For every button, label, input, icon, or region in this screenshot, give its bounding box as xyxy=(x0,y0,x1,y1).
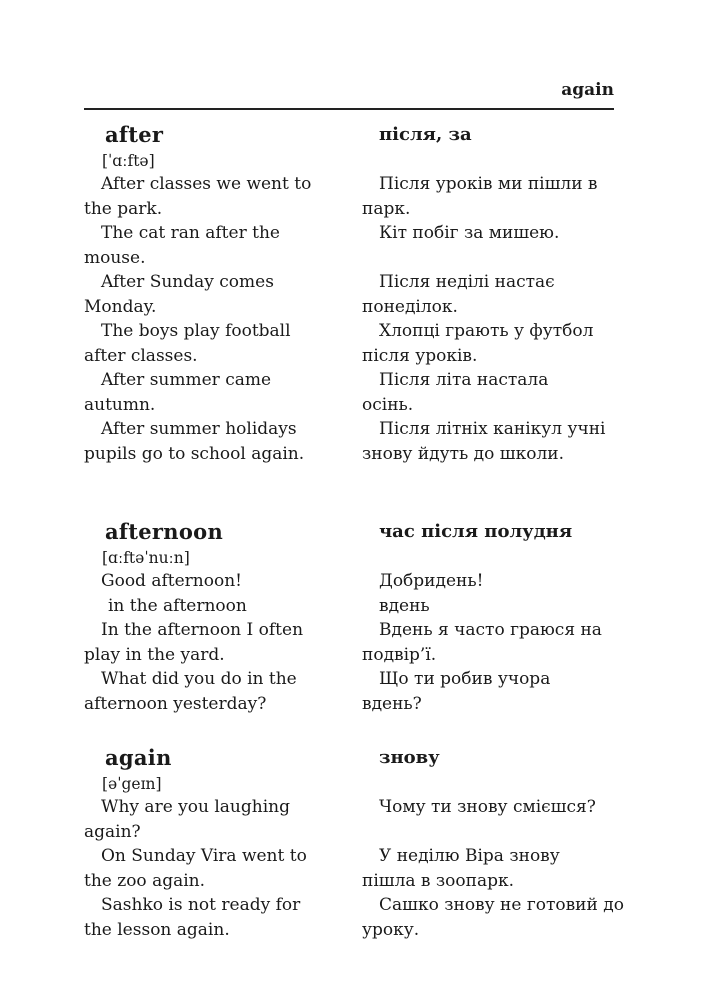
example-en: Sashko is not ready for the lesson again. xyxy=(84,895,301,940)
example-uk: Після літніх канікул учні знову йдуть до школи. xyxy=(362,419,606,464)
example-uk: Добридень! xyxy=(379,571,484,591)
example-en: After Sunday comes Monday. xyxy=(84,272,274,317)
ukrainian-column xyxy=(362,120,622,466)
headword: after xyxy=(105,122,164,147)
example-uk: Сашко знову не готовий до уроку. xyxy=(362,895,624,940)
example-en: Why are you laughing again? xyxy=(84,797,290,842)
english-column xyxy=(84,517,344,716)
example-uk: Кіт побіг за мишею. xyxy=(379,223,560,243)
example-en: What did you do in the afternoon yesterday? xyxy=(84,669,297,714)
example-en: in the afternoon xyxy=(108,595,247,616)
example-en: In the afternoon I often play in the yard. xyxy=(84,620,304,665)
transcription: [ɑːftəˈnuːn] xyxy=(102,549,190,567)
english-column xyxy=(84,120,344,466)
example-en: The boys play football after classes. xyxy=(84,321,291,366)
example-en: After summer came autumn. xyxy=(84,370,272,415)
translation: час після полудня xyxy=(379,521,573,542)
example-en: Good afternoon! xyxy=(101,571,242,591)
example-uk: У неділю Віра знову пішла в зоопарк. xyxy=(362,846,560,891)
transcription: [ˈɑːftə] xyxy=(102,152,155,170)
guide-word: again xyxy=(561,80,614,100)
example-uk: Після літа настала осінь. xyxy=(362,370,549,415)
ukrainian-column xyxy=(362,517,622,716)
example-en: After summer holidays pupils go to school again. xyxy=(84,419,305,464)
example-en: The cat ran after the mouse. xyxy=(84,223,280,268)
headword: afternoon xyxy=(105,519,224,544)
header-rule xyxy=(84,108,614,110)
english-column xyxy=(84,743,344,942)
example-uk: Хлопці грають у футбол після уроків. xyxy=(362,321,594,366)
translation: знову xyxy=(379,747,440,768)
ukrainian-column xyxy=(362,743,622,942)
example-uk: Чому ти знову смієшся? xyxy=(379,797,596,817)
example-uk: Вдень я часто граюся на подвір’ї. xyxy=(362,620,602,665)
headword: again xyxy=(105,745,172,770)
example-en: On Sunday Vira went to the zoo again. xyxy=(84,846,307,891)
example-uk: вдень xyxy=(379,595,430,616)
example-uk: Після уроків ми пішли в парк. xyxy=(362,174,598,219)
example-uk: Після неділі настає понеділок. xyxy=(362,272,555,317)
translation: після, за xyxy=(379,124,472,145)
transcription: [əˈgeɪn] xyxy=(102,775,162,793)
example-en: After classes we went to the park. xyxy=(84,174,312,219)
example-uk: Що ти робив учора вдень? xyxy=(362,669,551,714)
